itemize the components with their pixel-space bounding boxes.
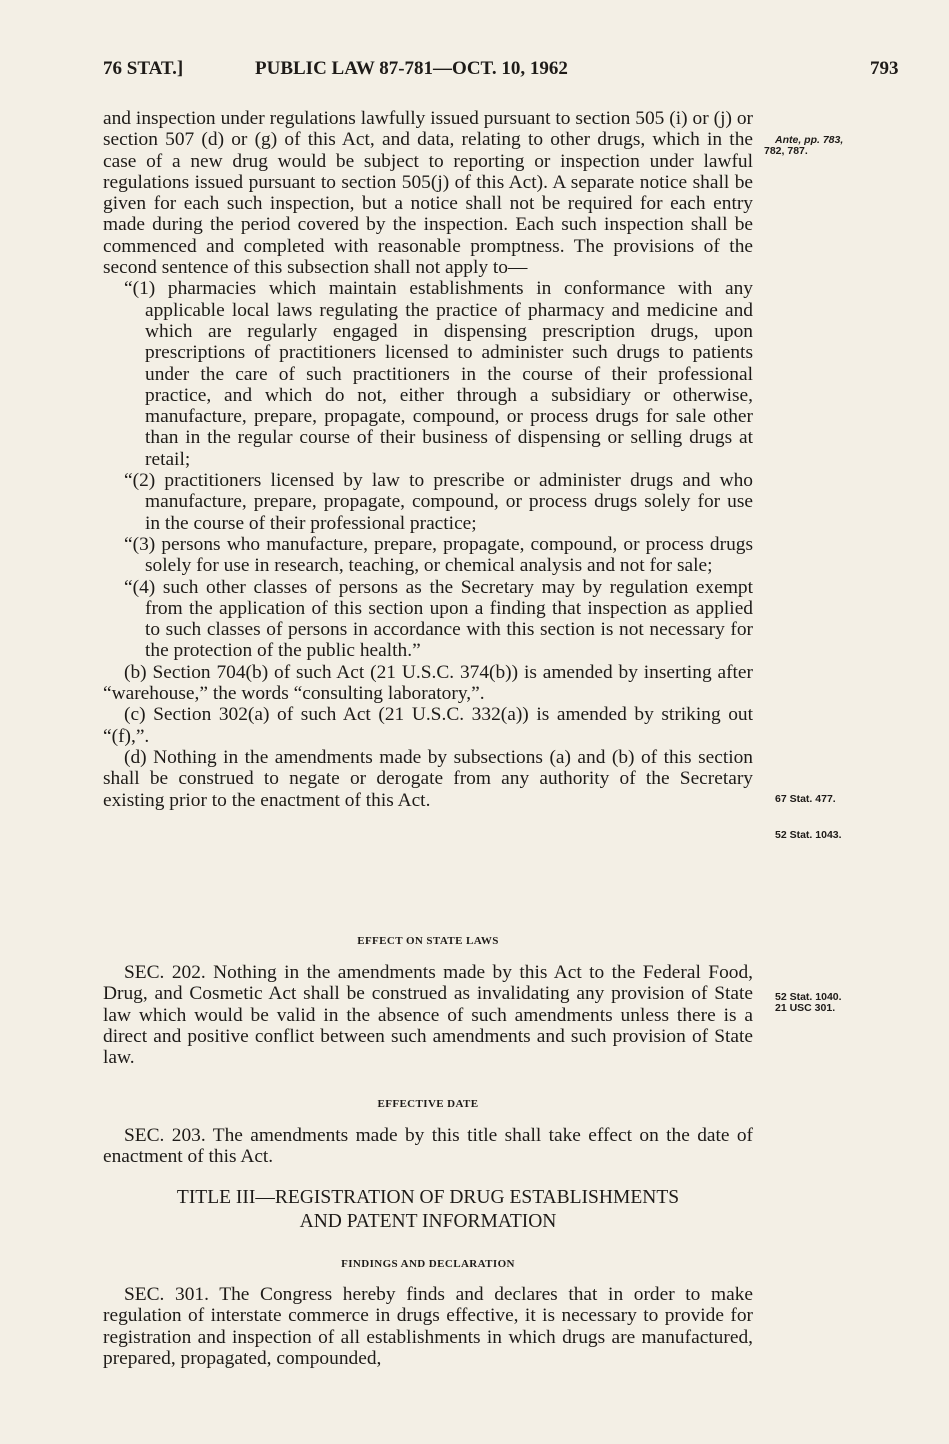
- running-head-title: PUBLIC LAW 87-781—OCT. 10, 1962: [255, 58, 568, 79]
- running-head-volume: 76 STAT.]: [103, 58, 184, 79]
- subsection-b: (b) Section 704(b) of such Act (21 U.S.C. 374(b)) is amended by inserting after “warehouse,” the words “consulting laboratory,”.: [103, 661, 753, 705]
- section-202: SEC. 202. Nothing in the amendments made by this Act to the Federal Food, Drug, and Cosmetic Act shall be construed as invalidating any provision of State law which would be valid in the absence of such amendments unless there is a direct and positive conflict between such amendments and such provision of State law.: [103, 962, 753, 1069]
- section-301: SEC. 301. The Congress hereby finds and declares that in order to make regulation of interstate commerce in drugs effective, it is necessary to provide for registration and inspection of all establishments in which drugs are manufactured, prepared, propagated, compounded,: [103, 1284, 753, 1369]
- section-203: SEC. 203. The amendments made by this title shall take effect on the date of enactment of this Act.: [103, 1125, 753, 1168]
- heading-effective-date: EFFECTIVE DATE: [377, 1098, 479, 1110]
- main-text: [103, 108, 753, 811]
- margin-note-stat-1040: 52 Stat. 1040.: [775, 991, 842, 1003]
- heading-findings: FINDINGS AND DECLARATION: [341, 1258, 515, 1270]
- margin-note-usc-301: 21 USC 301.: [775, 1002, 836, 1014]
- intro-paragraph: and inspection under regulations lawfully issued pursuant to section 505 (i) or (j) or section 507 (d) or (g) of this Act, and data, relating to other drugs, which in the case of a new drug would be subject to reporting or inspection under lawful regulations issued pursuant to section 505(j) of this Act). A separate notice shall be given for each such inspection, but a notice shall not be required for each entry made during the period covered by the inspection. Each such inspection shall be commenced and completed with reasonable promptness. The provisions of the second sentence of this subsection shall not apply to—: [103, 108, 753, 279]
- margin-note-ante-line1: Ante, pp. 783,: [775, 134, 844, 146]
- subsection-c: (c) Section 302(a) of such Act (21 U.S.C. 332(a)) is amended by striking out “(f),”.: [103, 704, 753, 747]
- title-iii-heading: [103, 1186, 753, 1234]
- list-item-2: “(2) practitioners licensed by law to prescribe or administer drugs and who manufacture, prepare, propagate, compound, or process drugs solely for use in the course of their professional practice;: [124, 470, 753, 534]
- list-item-1: “(1) pharmacies which maintain establishments in conformance with any applicable local laws regulating the practice of pharmacy and medicine and which are regularly engaged in dispensing prescription drugs, upon prescriptions of practitioners licensed to administer such drugs to patients under the care of such practitioners in the course of their professional practice, and which do not, either through a subsidiary or otherwise, manufacture, prepare, propagate, compound, or process drugs for sale other than in the regular course of their business of dispensing or selling drugs at retail;: [124, 278, 753, 470]
- sec-202-block: [103, 962, 753, 1068]
- subsection-d: (d) Nothing in the amendments made by subsections (a) and (b) of this section shall be construed to negate or derogate from any authority of the Secretary existing prior to the enactment of this Act.: [103, 746, 753, 811]
- title-iii-line2: AND PATENT INFORMATION: [299, 1211, 557, 1232]
- margin-note-52-stat-1040: [775, 992, 842, 1014]
- sec-301-block: [103, 1284, 753, 1369]
- sec-203-block: [103, 1125, 753, 1168]
- list-item-4: “(4) such other classes of persons as the Secretary may by regulation exempt from the application of this section upon a finding that inspection as applied to such classes of persons in accordance with this section is not necessary for the protection of the public health.”: [124, 576, 753, 662]
- margin-note-67-stat-477: 67 Stat. 477.: [775, 793, 836, 805]
- title-iii-line1: TITLE III—REGISTRATION OF DRUG ESTABLISHMENTS: [176, 1187, 680, 1208]
- margin-note-52-stat-1043: 52 Stat. 1043.: [775, 829, 842, 841]
- heading-effect-on-state-laws: EFFECT ON STATE LAWS: [357, 935, 499, 947]
- margin-note-ante-line2: 782, 787.: [764, 145, 808, 157]
- page-number: 793: [870, 58, 899, 79]
- list-item-3: “(3) persons who manufacture, prepare, propagate, compound, or process drugs solely for use in research, teaching, or chemical analysis and not for sale;: [124, 533, 753, 577]
- margin-note-ante: [764, 134, 844, 157]
